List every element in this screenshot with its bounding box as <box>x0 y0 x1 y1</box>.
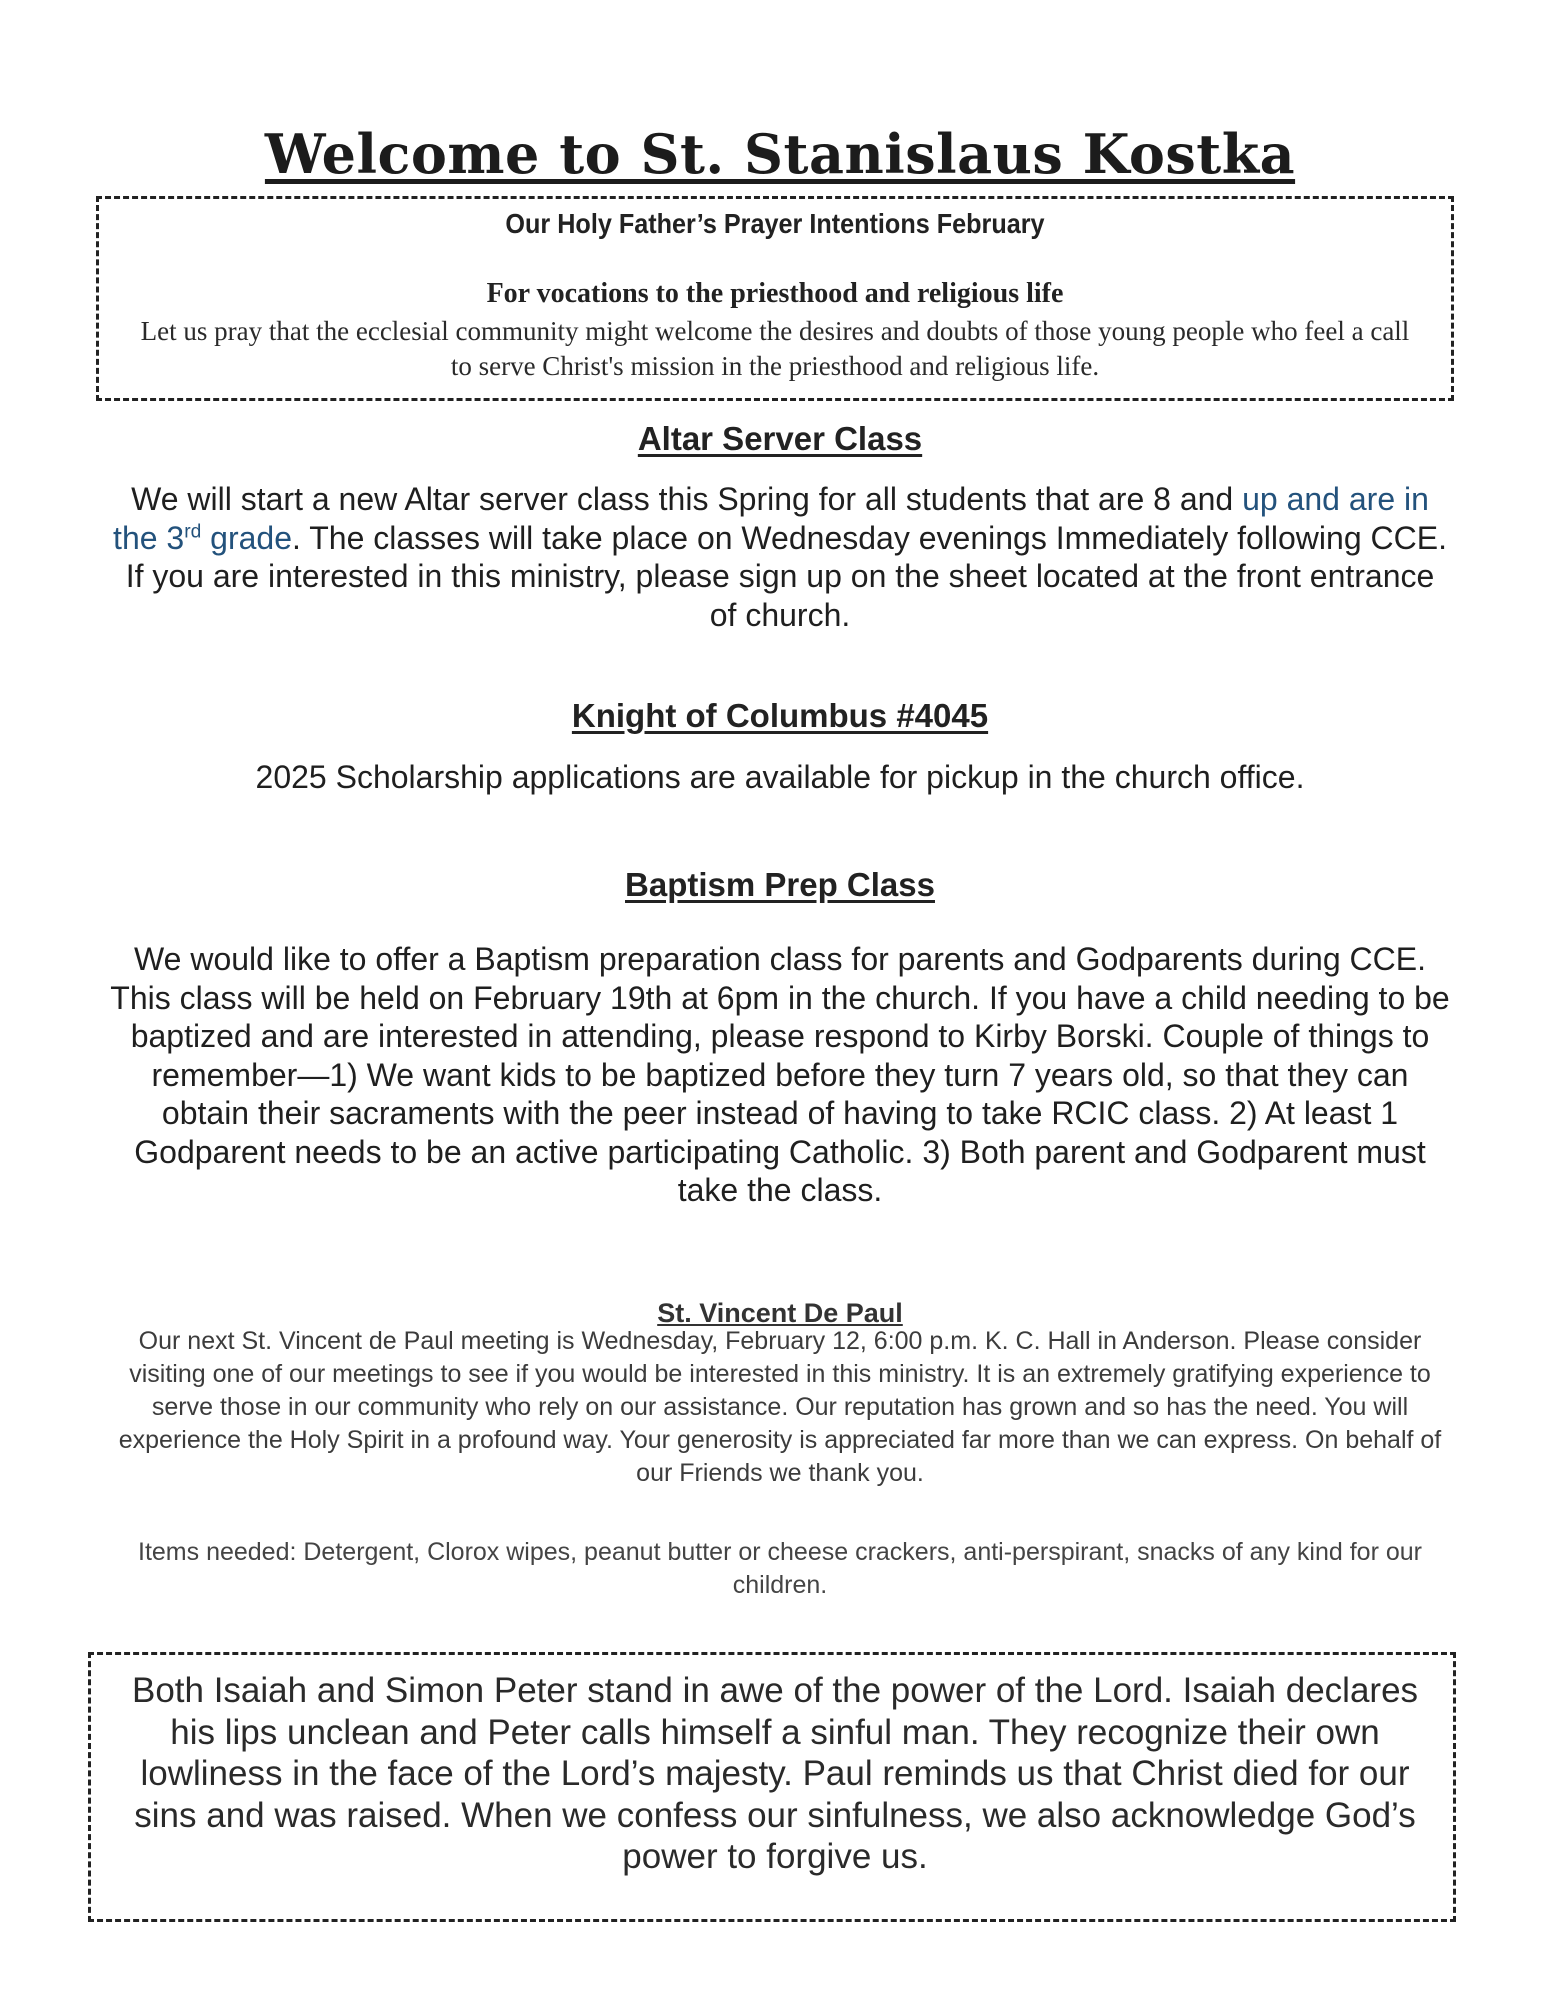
altar-text-highlight-part: grade <box>201 519 293 556</box>
baptism-prep-text: We would like to offer a Baptism preparation class for parents and Godparents during CCE. This class will be held on February 19th at 6pm in the church. If you have a child needing to be baptized and are interested in attending, please respond to Kirby Borski. Couple of things to remember—1) We want kids to be baptized before they turn 7 years old, so that they can obtain their sacraments with the peer instead of having to take RCIC class. 2) At least 1 Godparent needs to be an active participating Catholic. 3) Both parent and Godparent must take the class. <box>110 941 1450 1208</box>
prayer-intentions-text: Let us pray that the ecclesial community might welcome the desires and doubts of those young people who feel a call to serve Christ's mission in the priesthood and religious life. <box>140 316 1410 381</box>
knights-of-columbus-heading: Knight of Columbus #4045 <box>571 697 989 734</box>
page-title: Welcome to St. Stanislaus Kostka <box>264 122 1296 186</box>
knights-of-columbus-text: 2025 Scholarship applications are available for pickup in the church office. <box>255 759 1305 795</box>
altar-text-highlight-part: up and are in the 3 <box>113 481 1429 556</box>
prayer-intentions-heading: Our Holy Father’s Prayer Intentions February <box>505 208 1045 239</box>
reflection-text: Both Isaiah and Simon Peter stand in awe of the power of the Lord. Isaiah declares his lips unclean and Peter calls himself a sinful man. They recognize their own lowliness in the face of the Lord’s majesty. Paul reminds us that Christ died for our sins and was raised. When we confess our sinfulness, we also acknowledge God’s power to forgive us. <box>131 1671 1419 1876</box>
st-vincent-de-paul-heading: St. Vincent De Paul <box>657 1298 903 1328</box>
altar-server-text <box>110 480 1450 634</box>
ordinal-suffix: rd <box>184 520 202 542</box>
st-vincent-de-paul-text: Our next St. Vincent de Paul meeting is Wednesday, February 12, 6:00 p.m. K. C. Hall in Anderson. Please consider visiting one of our meetings to see if you would be interested in this ministry. It is an extremely gratifying experience to serve those in our community who rely on our assistance. Our reputation has grown and so has the need. You will experience the Holy Spirit in a profound way. Your generosity is appreciated far more than we can express. On behalf of our Friends we thank you. <box>118 1327 1442 1487</box>
altar-text-part: We will start a new Altar server class this Spring for all students that are 8 and <box>131 481 1243 517</box>
prayer-intentions-subtitle: For vocations to the priesthood and religious life <box>486 278 1064 309</box>
items-needed-text: Items needed: Detergent, Clorox wipes, peanut butter or cheese crackers, anti-perspirant, snacks of any kind for our children. <box>138 1538 1422 1599</box>
baptism-prep-heading: Baptism Prep Class <box>625 866 935 903</box>
altar-text-part: . The classes will take place on Wednesday evenings Immediately following CCE. If you are interested in this ministry, please sign up on the sheet located at the front entrance of church. <box>125 519 1447 633</box>
altar-server-heading: Altar Server Class <box>637 420 923 457</box>
